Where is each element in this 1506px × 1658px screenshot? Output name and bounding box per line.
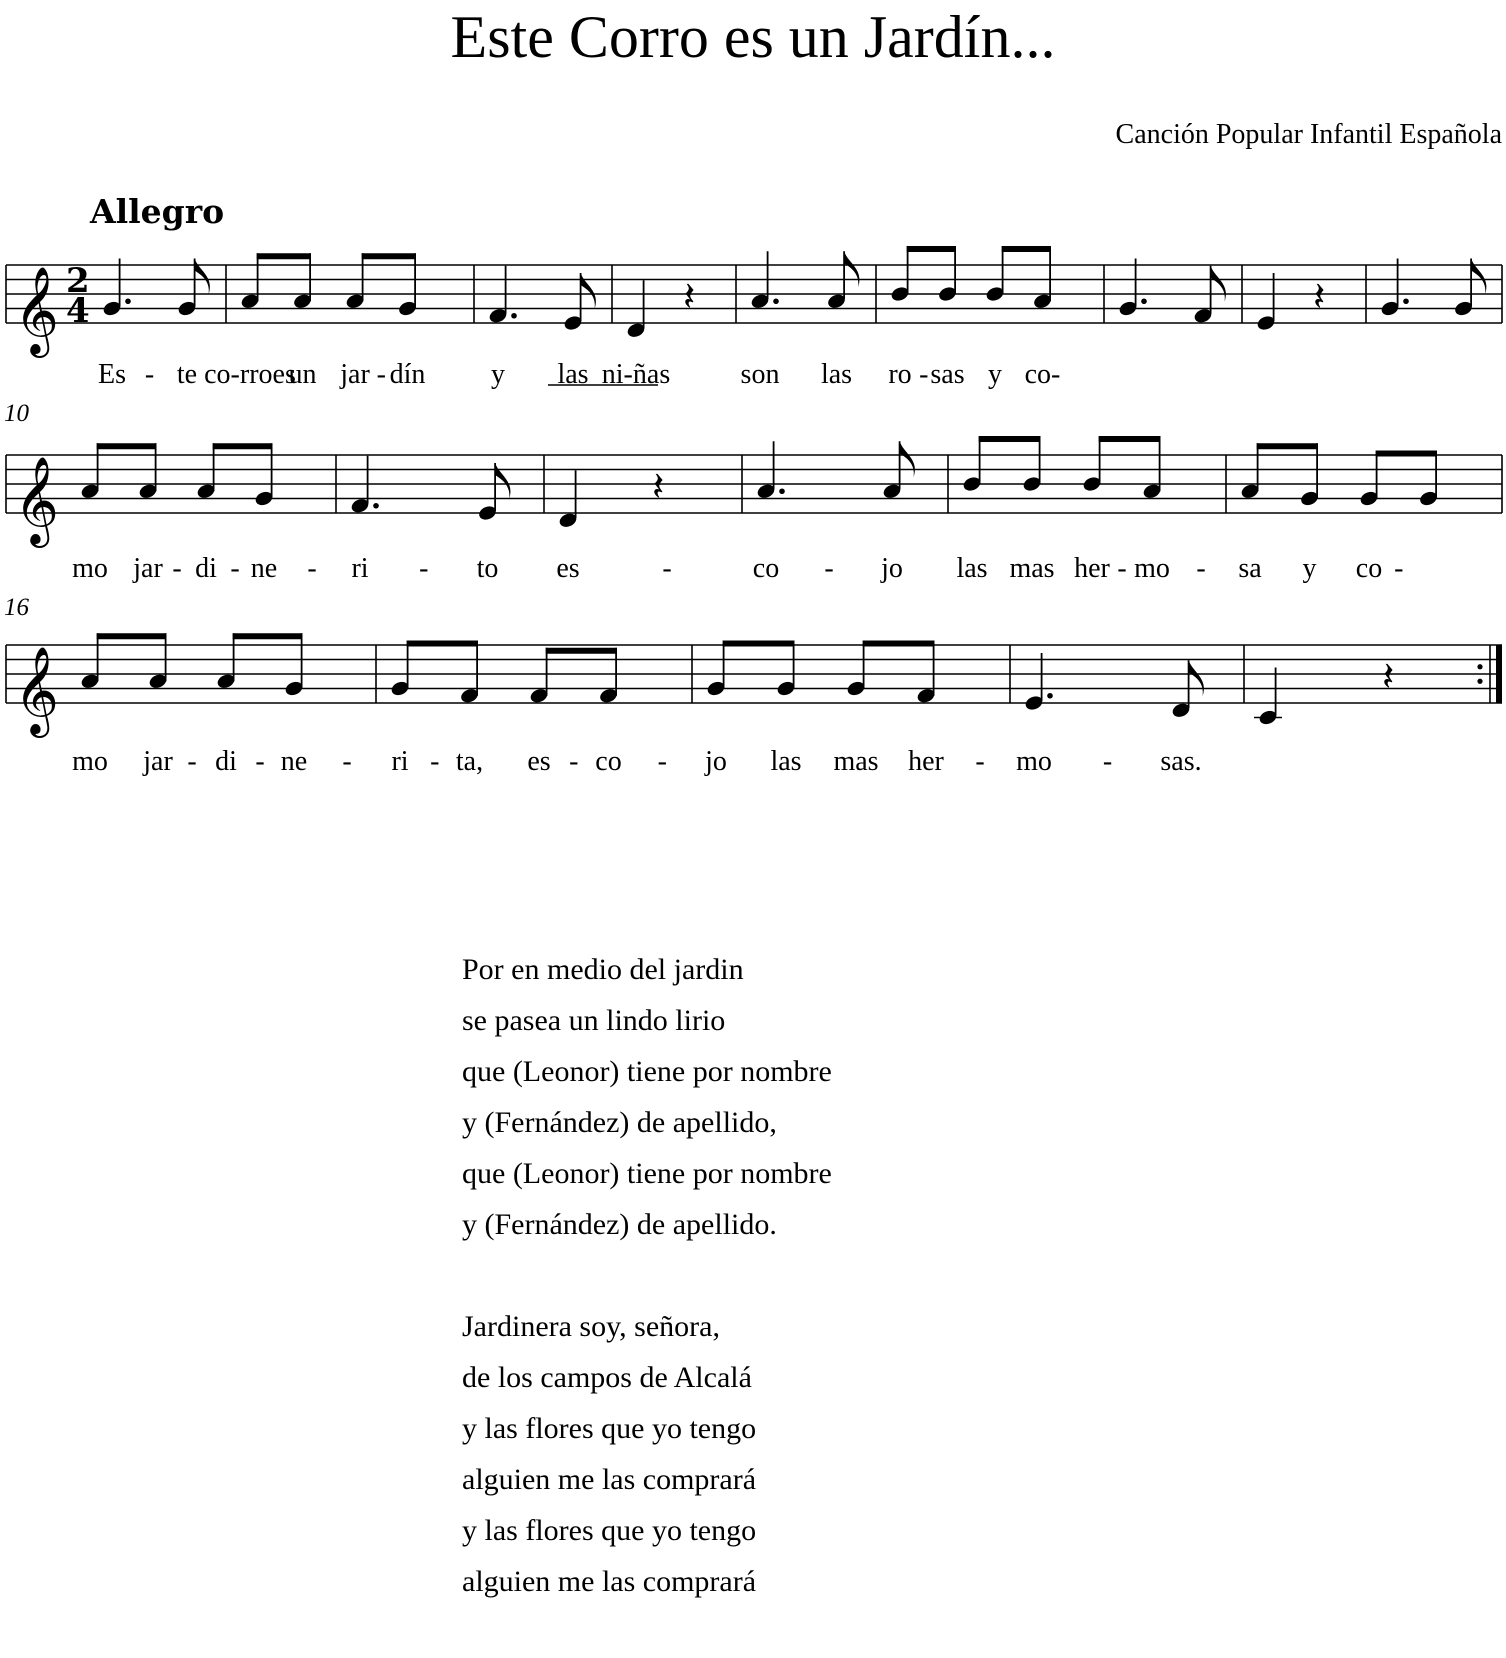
lyric-syllable: un <box>288 359 317 390</box>
lyric-syllable: te <box>176 359 198 390</box>
eighth-flag <box>1471 259 1486 295</box>
augmentation-dot <box>1047 693 1053 699</box>
lyric-syllable: dín <box>389 359 426 390</box>
lyric-syllable: mas <box>1009 553 1055 584</box>
lyric-hyphen: - <box>975 746 985 777</box>
quarter-rest-icon: 𝄽 <box>683 273 696 320</box>
augmentation-dot <box>1403 298 1409 304</box>
lyric-syllable: mo <box>72 553 108 584</box>
lyric-syllable: jo <box>881 553 903 584</box>
beam <box>362 253 416 259</box>
lyric-syllable: di <box>195 553 217 584</box>
lyric-syllable: y <box>988 359 1002 390</box>
verse-stanza-1 <box>462 944 832 1250</box>
beam <box>213 443 273 449</box>
lyric-syllable: sas <box>930 359 965 390</box>
lyric-syllable: ne <box>280 746 308 777</box>
augmentation-dot <box>511 313 517 319</box>
lyric-hyphen: - <box>1394 553 1404 584</box>
eighth-flag <box>195 259 210 295</box>
repeat-dot <box>1477 664 1482 669</box>
lyric-hyphen: - <box>187 746 197 777</box>
lyric-syllable: mo <box>1134 553 1170 584</box>
eighth-flag <box>1211 266 1226 302</box>
beam <box>257 253 311 259</box>
lyric-syllable: Es <box>98 359 126 390</box>
verse-line: de los campos de Alcalá <box>462 1361 752 1394</box>
lyric-syllable: co <box>595 746 622 777</box>
lyric-syllable: son <box>740 359 780 390</box>
verse-line: Jardinera soy, señora, <box>462 1310 720 1343</box>
beam <box>97 633 167 639</box>
lyric-syllable: mo <box>72 746 108 777</box>
beam <box>979 436 1041 442</box>
staff-system-3 <box>6 633 1502 738</box>
lyric-hyphen: - <box>1102 746 1113 777</box>
beam <box>1002 246 1051 252</box>
verse-line: y (Fernández) de apellido. <box>462 1208 777 1241</box>
lyric-hyphen: - <box>824 553 834 584</box>
lyric-hyphen: - <box>144 359 155 390</box>
lyric-hyphen: - <box>1117 553 1127 584</box>
treble-clef-icon: 𝄞 <box>14 645 59 734</box>
verse-line: que (Leonor) tiene por nombre <box>462 1055 832 1088</box>
lyric-syllable: y <box>1302 553 1317 584</box>
lyric-syllable: her <box>1074 553 1110 584</box>
beam <box>97 443 157 449</box>
verse-line: y las flores que yo tengo <box>462 1514 757 1547</box>
lyric-syllable: mo <box>1016 746 1052 777</box>
lyric-hyphen: - <box>430 746 440 777</box>
lyric-hyphen: - <box>662 553 672 584</box>
lyric-hyphen: - <box>569 746 579 777</box>
lyrics-line-3 <box>0 745 1506 785</box>
music-score <box>0 0 1506 820</box>
lyric-syllable: es <box>527 746 551 777</box>
tempo-marking: Allegro <box>90 192 225 231</box>
beam <box>546 648 617 654</box>
verse-line: Por en medio del jardin <box>462 953 744 986</box>
eighth-flag <box>1189 660 1204 696</box>
quarter-rest-icon: 𝄽 <box>652 463 665 510</box>
staff-system-1 <box>6 246 1502 358</box>
verse-line: alguien me las comprará <box>462 1463 757 1496</box>
quarter-rest-icon: 𝄽 <box>1313 273 1326 320</box>
lyric-syllable: es <box>556 553 580 584</box>
lyric-syllable: ri <box>351 553 369 584</box>
treble-clef-icon: 𝄞 <box>14 265 59 354</box>
staff-system-2 <box>6 436 1502 548</box>
treble-clef-icon: 𝄞 <box>14 455 59 544</box>
lyric-syllable: mas <box>833 746 879 777</box>
lyric-syllable: co <box>1355 553 1383 584</box>
lyric-syllable: her <box>908 746 944 777</box>
repeat-dot <box>1477 679 1482 684</box>
augmentation-dot <box>373 503 379 509</box>
lyric-syllable: y <box>491 359 505 390</box>
lyric-syllable: di <box>215 746 237 777</box>
lyric-syllable: sas. <box>1160 746 1202 777</box>
beam <box>907 246 956 252</box>
lyric-syllable: ro <box>888 359 912 390</box>
lyric-hyphen: - <box>1196 553 1206 584</box>
lyric-hyphen: - <box>657 746 667 777</box>
lyric-syllable: ni-ñas <box>601 359 671 390</box>
verse-stanza-2 <box>462 1301 832 1607</box>
lyric-syllable: jar <box>143 746 173 777</box>
lyric-syllable: jo <box>705 746 727 777</box>
song-title: Este Corro es un Jardín... <box>450 4 1056 70</box>
lyric-syllable: co- <box>1024 359 1061 390</box>
lyrics-line-1 <box>0 358 1506 398</box>
lyric-hyphen: - <box>307 553 317 584</box>
lyric-hyphen: - <box>255 746 265 777</box>
lyric-hyphen: - <box>172 553 182 584</box>
lyric-hyphen: - <box>419 553 429 584</box>
lyric-syllable: jar <box>133 553 163 584</box>
lyric-hyphen: - <box>342 746 352 777</box>
lyric-syllable: co <box>752 553 780 584</box>
beam <box>407 641 478 647</box>
lyric-hyphen: - <box>919 359 929 390</box>
verse-line: alguien me las comprará <box>462 1565 757 1598</box>
beam <box>1257 443 1318 449</box>
lyric-hyphen: - <box>376 359 386 390</box>
verse-line: que (Leonor) tiene por nombre <box>462 1157 832 1190</box>
quarter-rest-icon: 𝄽 <box>1382 653 1395 700</box>
eighth-flag <box>844 251 859 287</box>
lyric-syllable: to <box>476 553 499 584</box>
verse-line: y las flores que yo tengo <box>462 1412 757 1445</box>
beam <box>1099 436 1161 442</box>
lyric-syllable: las <box>820 359 853 390</box>
augmentation-dot <box>125 298 131 304</box>
lyric-syllable: ta, <box>455 746 484 777</box>
lyric-hyphen: - <box>230 553 240 584</box>
eighth-flag <box>581 273 596 309</box>
lyric-syllable: las <box>770 746 802 777</box>
lyric-syllable: sa <box>1238 553 1262 584</box>
beam <box>233 633 303 639</box>
beam <box>723 641 795 647</box>
lyrics-line-2 <box>0 552 1506 592</box>
augmentation-dot <box>1141 298 1147 304</box>
measure-number-16: 16 <box>4 594 29 621</box>
eighth-flag <box>900 441 915 477</box>
augmentation-dot <box>773 298 779 304</box>
verses-text <box>462 944 832 1658</box>
lyric-syllable: co-rroes <box>204 359 296 390</box>
lyric-syllable: ri <box>391 746 409 777</box>
lyric-syllable: jar <box>340 359 370 390</box>
lyric-syllable: las <box>557 359 589 390</box>
verse-line: se pasea un lindo lirio <box>462 1004 726 1037</box>
measure-number-10: 10 <box>4 400 29 427</box>
augmentation-dot <box>779 488 785 494</box>
eighth-flag <box>495 463 510 499</box>
time-signature-bottom: 4 <box>66 291 90 331</box>
composer-credit: Canción Popular Infantil Española <box>1115 119 1502 150</box>
lyric-syllable: las <box>956 553 988 584</box>
lyric-syllable: ne <box>250 553 278 584</box>
final-barline <box>1496 645 1502 703</box>
time-signature-top: 2 <box>66 261 90 301</box>
beam <box>1376 451 1437 457</box>
beam <box>863 641 935 647</box>
verse-line: y (Fernández) de apellido, <box>462 1106 777 1139</box>
